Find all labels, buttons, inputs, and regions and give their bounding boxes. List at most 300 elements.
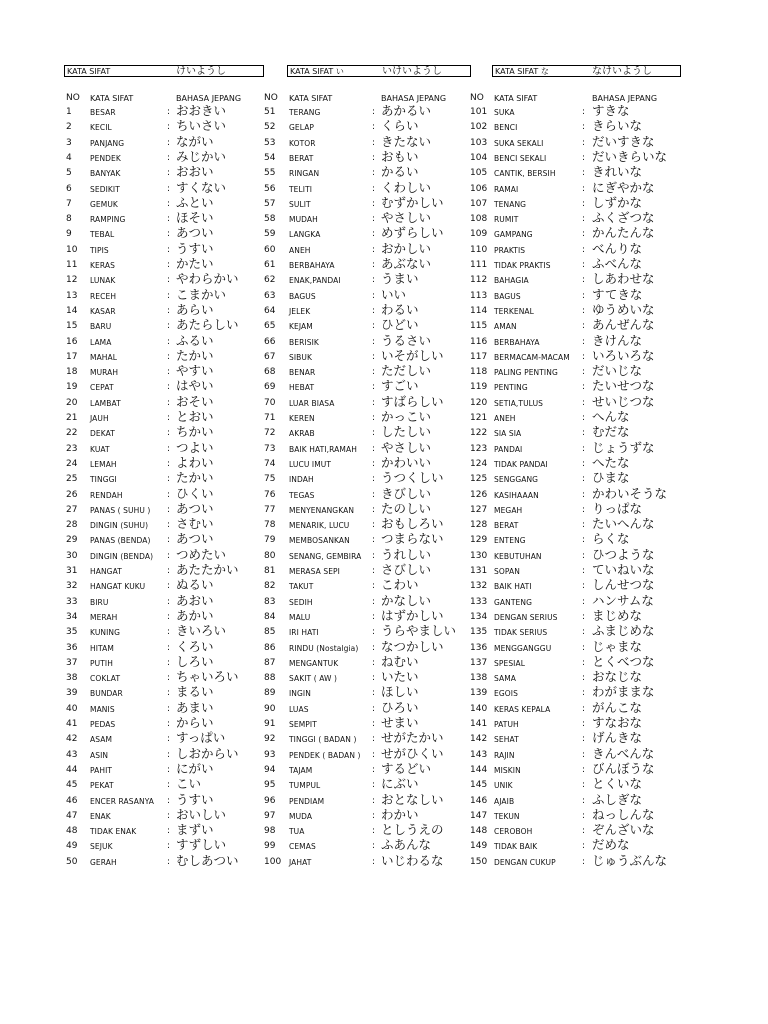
row-separator: : <box>582 229 586 240</box>
column-header-bahasa-jepang: BAHASA JEPANG <box>592 94 658 103</box>
row-number: 50 <box>66 856 78 867</box>
row-separator: : <box>582 780 586 791</box>
row-number: 120 <box>470 397 488 408</box>
row-japanese-word: いそがしい <box>381 347 444 363</box>
row-indonesian-word: ASAM <box>90 735 113 745</box>
row-japanese-word: とくべつな <box>592 653 655 669</box>
row-japanese-word: くらい <box>381 118 419 134</box>
vocabulary-row <box>66 777 276 792</box>
row-number: 35 <box>66 627 78 638</box>
row-japanese-word: ふとい <box>176 194 214 210</box>
row-separator: : <box>582 826 586 837</box>
row-separator: : <box>167 734 171 745</box>
row-number: 17 <box>66 351 78 362</box>
row-number: 28 <box>66 520 78 531</box>
row-number: 51 <box>264 107 276 117</box>
row-indonesian-word: DENGAN CUKUP <box>494 857 556 867</box>
row-japanese-word: こい <box>176 776 202 792</box>
vocabulary-row <box>470 211 680 226</box>
row-indonesian-word: AJAIB <box>494 796 515 806</box>
row-japanese-word: ひまな <box>592 470 630 486</box>
vocabulary-row <box>264 379 474 394</box>
row-separator: : <box>167 214 171 225</box>
vocabulary-row <box>66 808 276 823</box>
row-separator: : <box>167 566 171 576</box>
row-number: 21 <box>66 413 78 423</box>
row-indonesian-word: MUDAH <box>289 215 318 225</box>
row-number: 144 <box>470 764 488 775</box>
row-separator: : <box>167 229 171 240</box>
row-indonesian-word: SAMA <box>494 674 517 684</box>
row-indonesian-word: BAGUS <box>494 291 521 301</box>
vocabulary-row <box>264 548 474 563</box>
row-separator: : <box>582 367 586 378</box>
row-japanese-word: おかしい <box>381 240 432 256</box>
row-japanese-word: たかい <box>176 347 214 363</box>
vocabulary-row <box>264 685 474 700</box>
row-indonesian-word: ENAK <box>90 811 111 821</box>
row-number: 132 <box>470 581 488 592</box>
row-indonesian-word: BENCI <box>494 123 518 133</box>
row-number: 29 <box>66 535 78 546</box>
vocabulary-row <box>66 563 276 578</box>
row-indonesian-word: TUA <box>289 827 305 837</box>
row-separator: : <box>167 244 171 255</box>
row-indonesian-word: SUKA SEKALI <box>494 138 544 148</box>
row-indonesian-word: TIDAK BAIK <box>494 842 538 852</box>
row-indonesian-word: TINGGI ( BADAN ) <box>289 735 357 745</box>
row-indonesian-word: TUMPUL <box>289 781 321 791</box>
row-indonesian-word: MERAH <box>90 612 118 622</box>
vocabulary-row <box>264 624 474 639</box>
row-japanese-word: あんぜんな <box>592 317 655 333</box>
vocabulary-row <box>470 334 680 349</box>
row-indonesian-word: JAHAT <box>289 857 312 867</box>
row-separator: : <box>372 703 376 714</box>
row-separator: : <box>167 397 171 408</box>
row-japanese-word: ながい <box>176 133 214 149</box>
row-number: 54 <box>264 152 276 163</box>
row-japanese-word: きらいな <box>592 118 643 134</box>
row-japanese-word: せいじつな <box>592 393 655 409</box>
row-japanese-word: ぬるい <box>176 577 214 593</box>
row-separator: : <box>167 275 171 286</box>
vocabulary-row <box>66 226 276 241</box>
row-separator: : <box>582 168 586 179</box>
row-indonesian-word: SEDIH <box>289 597 313 607</box>
row-separator: : <box>167 305 171 316</box>
row-number: 27 <box>66 504 78 515</box>
vocabulary-row <box>264 165 474 180</box>
row-separator: : <box>372 443 376 454</box>
vocabulary-row <box>470 288 680 303</box>
row-separator: : <box>372 428 376 439</box>
row-number: 33 <box>66 596 78 607</box>
vocabulary-row <box>264 456 474 471</box>
row-separator: : <box>582 688 586 699</box>
row-japanese-word: きいろい <box>176 623 227 639</box>
row-japanese-word: よわい <box>176 454 214 470</box>
row-number: 140 <box>470 703 488 714</box>
row-indonesian-word: TIDAK PRAKTIS <box>494 261 551 270</box>
vocabulary-row <box>264 716 474 731</box>
row-number: 123 <box>470 443 488 454</box>
row-indonesian-word: CEPAT <box>90 383 114 393</box>
row-japanese-word: あまい <box>176 699 214 715</box>
row-indonesian-word: MURAH <box>90 368 119 378</box>
vocabulary-row <box>470 777 680 792</box>
row-indonesian-word: SULIT <box>289 199 311 209</box>
row-indonesian-word: MANIS <box>90 704 115 714</box>
vocabulary-row <box>66 349 276 364</box>
row-number: 36 <box>66 642 78 653</box>
row-japanese-word: きびしい <box>381 485 432 501</box>
row-indonesian-word: SUKA <box>494 108 515 117</box>
row-indonesian-word: BARU <box>90 322 112 332</box>
row-number: 67 <box>264 351 276 362</box>
row-japanese-word: するどい <box>381 760 432 776</box>
row-number: 121 <box>470 413 488 423</box>
row-number: 142 <box>470 734 488 745</box>
vocabulary-row <box>66 594 276 609</box>
row-separator: : <box>372 168 376 179</box>
row-number: 86 <box>264 642 276 653</box>
vocabulary-row <box>264 242 474 257</box>
vocabulary-row <box>470 364 680 379</box>
row-number: 91 <box>264 719 276 729</box>
row-number: 101 <box>470 107 488 117</box>
row-number: 100 <box>264 856 282 867</box>
vocabulary-row <box>470 410 680 425</box>
row-indonesian-word: BAIK HATI,RAMAH <box>289 444 357 454</box>
vocabulary-row <box>264 441 474 456</box>
row-number: 24 <box>66 458 78 469</box>
row-indonesian-word: HEBAT <box>289 383 315 393</box>
vocabulary-row <box>264 288 474 303</box>
row-separator: : <box>582 627 586 638</box>
row-japanese-word: ただしい <box>381 363 432 379</box>
row-number: 16 <box>66 336 78 347</box>
row-japanese-word: おいしい <box>176 806 227 822</box>
row-japanese-word: ふるい <box>176 332 214 348</box>
vocabulary-row <box>470 548 680 563</box>
row-indonesian-word: TIDAK SERIUS <box>494 628 548 638</box>
row-separator: : <box>582 397 586 408</box>
vocabulary-row <box>66 364 276 379</box>
vocabulary-row <box>470 181 680 196</box>
vocabulary-row <box>66 456 276 471</box>
row-japanese-word: せまい <box>381 715 419 730</box>
row-separator: : <box>582 198 586 209</box>
vocabulary-row <box>264 609 474 624</box>
row-separator: : <box>582 719 586 729</box>
row-japanese-word: りっぱな <box>592 500 643 516</box>
row-separator: : <box>582 305 586 316</box>
vocabulary-row <box>264 135 474 150</box>
row-indonesian-word: CEMAS <box>289 842 316 852</box>
vocabulary-row <box>264 272 474 287</box>
vocabulary-row <box>66 487 276 502</box>
row-indonesian-word: DINGIN (SUHU) <box>90 521 149 531</box>
row-indonesian-word: LUAR BIASA <box>289 398 335 408</box>
row-separator: : <box>582 321 586 332</box>
row-japanese-word: おそい <box>176 393 214 409</box>
row-indonesian-word: TAJAM <box>289 765 313 775</box>
vocabulary-row <box>264 196 474 211</box>
row-indonesian-word: MALU <box>289 612 311 622</box>
row-number: 129 <box>470 535 488 546</box>
row-number: 85 <box>264 627 276 638</box>
row-number: 34 <box>66 611 78 622</box>
row-number: 37 <box>66 657 78 668</box>
row-japanese-word: ちかい <box>176 424 214 440</box>
row-number: 79 <box>264 535 276 546</box>
header-box-i-adjective <box>287 65 471 77</box>
vocabulary-row <box>66 425 276 440</box>
row-indonesian-word: TERKENAL <box>494 306 534 316</box>
row-separator: : <box>582 520 586 531</box>
row-number: 119 <box>470 382 488 393</box>
row-japanese-word: あつい <box>176 500 214 516</box>
vocabulary-row <box>66 257 276 272</box>
row-number: 14 <box>66 305 78 316</box>
row-number: 64 <box>264 305 276 316</box>
row-separator: : <box>167 627 171 638</box>
vocabulary-row <box>66 181 276 196</box>
row-japanese-word: すずしい <box>176 837 227 853</box>
row-indonesian-word: DEKAT <box>90 429 115 439</box>
row-japanese-word: うらやましい <box>381 623 457 639</box>
row-number: 92 <box>264 734 276 745</box>
header-box-japanese: いけいようし <box>382 66 442 77</box>
row-japanese-word: しあわせな <box>592 271 655 287</box>
row-number: 95 <box>264 780 276 791</box>
vocabulary-row <box>66 532 276 547</box>
row-separator: : <box>372 535 376 546</box>
row-indonesian-word: MISKIN <box>494 765 521 775</box>
row-indonesian-word: LAMBAT <box>90 398 121 408</box>
row-japanese-word: ていねいな <box>592 562 655 577</box>
row-indonesian-word: ASIN <box>90 750 109 760</box>
header-box-japanese: なけいようし <box>592 66 652 77</box>
row-separator: : <box>582 489 586 500</box>
vocabulary-row <box>264 150 474 165</box>
row-separator: : <box>372 520 376 531</box>
vocabulary-row <box>66 379 276 394</box>
row-indonesian-word: BERBAHAYA <box>289 261 335 270</box>
row-separator: : <box>582 152 586 163</box>
row-indonesian-word: BERMACAM-MACAM <box>494 352 570 362</box>
row-japanese-word: なつかしい <box>381 638 444 654</box>
row-number: 22 <box>66 428 78 439</box>
header-box-adjective <box>64 65 264 77</box>
row-separator: : <box>582 734 586 745</box>
row-separator: : <box>582 137 586 148</box>
row-separator: : <box>582 657 586 668</box>
row-japanese-word: だめな <box>592 837 630 853</box>
row-separator: : <box>372 413 376 423</box>
row-indonesian-word: SEDIKIT <box>90 184 120 194</box>
row-separator: : <box>167 504 171 515</box>
row-separator: : <box>582 443 586 454</box>
row-number: 143 <box>470 749 488 760</box>
row-number: 4 <box>66 152 72 163</box>
vocabulary-row <box>66 609 276 624</box>
row-separator: : <box>582 642 586 653</box>
row-separator: : <box>372 458 376 469</box>
row-separator: : <box>372 275 376 286</box>
row-separator: : <box>372 642 376 653</box>
row-indonesian-word: TAKUT <box>289 582 314 592</box>
row-number: 42 <box>66 734 78 745</box>
header-box-label: KATA SIFAT <box>67 67 111 76</box>
row-separator: : <box>372 826 376 837</box>
row-separator: : <box>167 382 171 393</box>
column-header-bahasa-jepang: BAHASA JEPANG <box>176 94 242 103</box>
row-indonesian-word: TINGGI <box>90 475 117 485</box>
column-header-no: NO <box>470 93 484 103</box>
row-japanese-word: はずかしい <box>381 607 444 623</box>
row-separator: : <box>582 764 586 775</box>
row-separator: : <box>582 290 586 301</box>
row-number: 84 <box>264 611 276 622</box>
row-number: 15 <box>66 321 78 332</box>
row-separator: : <box>167 795 171 806</box>
header-box-label: KATA SIFAT い <box>290 67 344 76</box>
row-indonesian-word: LUCU IMUT <box>289 459 332 469</box>
row-indonesian-word: ENAK,PANDAI <box>289 276 341 286</box>
row-japanese-word: うるさい <box>381 332 432 348</box>
row-separator: : <box>582 810 586 821</box>
row-japanese-word: うまい <box>381 271 419 287</box>
row-indonesian-word: LAMA <box>90 337 112 347</box>
row-indonesian-word: PAHIT <box>90 765 113 775</box>
row-number: 139 <box>470 688 488 699</box>
vocabulary-row <box>66 823 276 838</box>
row-japanese-word: ちゃいろい <box>176 669 239 685</box>
row-separator: : <box>372 627 376 638</box>
vocabulary-row <box>66 548 276 563</box>
row-indonesian-word: BENCI SEKALI <box>494 153 547 163</box>
row-indonesian-word: KUNING <box>90 628 121 638</box>
row-separator: : <box>582 535 586 546</box>
vocabulary-row <box>470 379 680 394</box>
row-separator: : <box>582 581 586 592</box>
row-japanese-word: かるい <box>381 164 419 180</box>
row-number: 26 <box>66 489 78 500</box>
row-number: 150 <box>470 856 488 867</box>
row-indonesian-word: GEMUK <box>90 199 118 209</box>
row-indonesian-word: KASIHAAAN <box>494 490 539 500</box>
row-number: 11 <box>66 260 78 270</box>
row-indonesian-word: TEKUN <box>494 811 520 821</box>
row-number: 44 <box>66 764 78 775</box>
row-separator: : <box>167 780 171 791</box>
row-indonesian-word: SEHAT <box>494 735 519 745</box>
row-separator: : <box>372 183 376 194</box>
row-japanese-word: すっぱい <box>176 730 226 746</box>
row-number: 2 <box>66 122 72 133</box>
row-indonesian-word: BAGUS <box>289 291 316 301</box>
row-separator: : <box>167 581 171 592</box>
row-number: 131 <box>470 566 488 576</box>
vocabulary-row <box>470 685 680 700</box>
row-separator: : <box>582 107 586 117</box>
row-indonesian-word: CEROBOH <box>494 827 533 837</box>
vocabulary-row <box>470 226 680 241</box>
row-number: 104 <box>470 152 488 163</box>
row-indonesian-word: PANJANG <box>90 138 125 148</box>
row-indonesian-word: MAHAL <box>90 352 118 362</box>
row-japanese-word: じゅうぶんな <box>592 852 668 868</box>
row-number: 102 <box>470 122 488 133</box>
row-indonesian-word: BERISIK <box>289 337 319 347</box>
row-number: 32 <box>66 581 78 592</box>
row-japanese-word: かたい <box>176 256 214 271</box>
vocabulary-row <box>470 395 680 410</box>
row-indonesian-word: TENANG <box>494 199 527 209</box>
row-japanese-word: かわいい <box>381 454 432 470</box>
vocabulary-row <box>66 793 276 808</box>
row-japanese-word: かっこい <box>381 409 432 424</box>
vocabulary-row <box>264 502 474 517</box>
row-japanese-word: まるい <box>176 684 214 700</box>
row-indonesian-word: ENTENG <box>494 536 526 546</box>
row-indonesian-word: TELITI <box>289 184 313 194</box>
row-number: 82 <box>264 581 276 592</box>
vocabulary-row <box>264 655 474 670</box>
vocabulary-row <box>470 135 680 150</box>
row-number: 73 <box>264 443 276 454</box>
row-number: 8 <box>66 214 72 225</box>
row-japanese-word: くろい <box>176 638 214 654</box>
row-indonesian-word: SIBUK <box>289 352 313 362</box>
row-separator: : <box>582 244 586 255</box>
row-separator: : <box>372 810 376 821</box>
row-number: 103 <box>470 137 488 148</box>
row-separator: : <box>167 764 171 775</box>
row-number: 75 <box>264 474 276 485</box>
row-indonesian-word: ANEH <box>289 245 311 255</box>
vocabulary-row <box>470 823 680 838</box>
row-number: 125 <box>470 474 488 485</box>
row-separator: : <box>372 749 376 760</box>
row-separator: : <box>167 367 171 378</box>
row-japanese-word: かわいそうな <box>592 485 668 501</box>
row-number: 135 <box>470 627 488 638</box>
row-separator: : <box>372 581 376 592</box>
row-indonesian-word: SPESIAL <box>494 658 526 668</box>
row-japanese-word: おもい <box>381 148 419 164</box>
row-indonesian-word: GAMPANG <box>494 230 533 240</box>
row-number: 23 <box>66 443 78 454</box>
row-japanese-word: しろい <box>176 653 214 669</box>
row-separator: : <box>167 428 171 439</box>
row-japanese-word: せがたかい <box>381 730 444 746</box>
row-separator: : <box>582 795 586 806</box>
vocabulary-row <box>66 747 276 762</box>
row-number: 147 <box>470 810 488 821</box>
row-number: 59 <box>264 229 276 240</box>
row-japanese-word: ぞんざいな <box>592 822 655 838</box>
row-indonesian-word: MEGAH <box>494 505 523 515</box>
row-number: 9 <box>66 229 72 240</box>
row-indonesian-word: LEMAH <box>90 459 117 469</box>
row-indonesian-word: RAMPING <box>90 215 126 225</box>
row-indonesian-word: MENGANTUK <box>289 658 339 668</box>
row-number: 130 <box>470 550 488 561</box>
row-indonesian-word: PEKAT <box>90 781 114 791</box>
